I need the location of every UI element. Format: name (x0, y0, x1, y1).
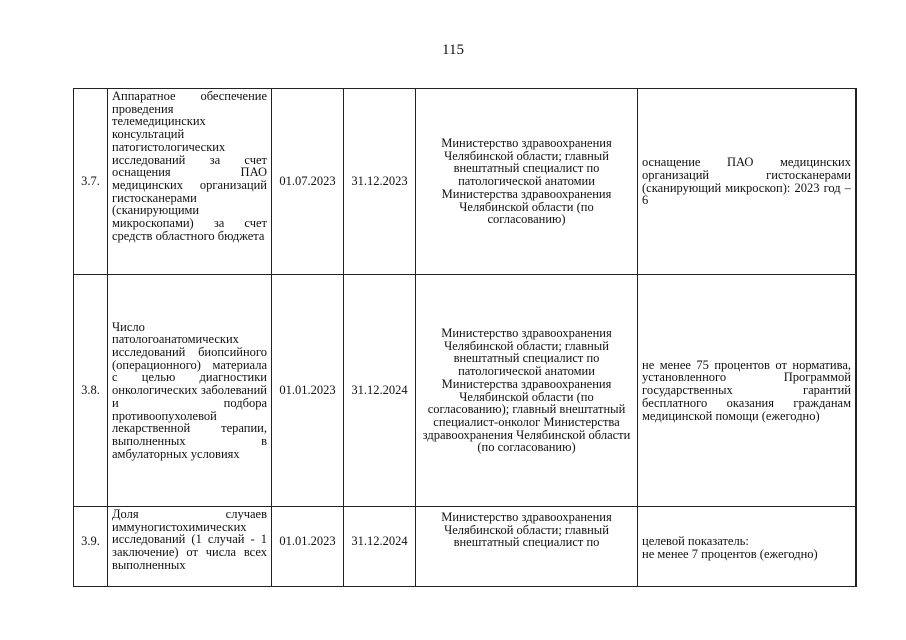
measure-type (856, 275, 857, 507)
end-date: 31.12.2024 (344, 275, 416, 507)
page-number: 115 (442, 42, 464, 58)
row-number: 3.7. (74, 89, 108, 275)
target-indicator: оснащение ПАО медицинских организаций гистосканерами (сканирующий микроскоп): 2023 год – 6 (638, 89, 856, 275)
table-row (74, 89, 857, 275)
start-date: 01.01.2023 (272, 507, 344, 587)
measure-description: Доля случаев иммуногистохимических исследований (1 случай - 1 заключение) от числа всех выполненных (108, 507, 272, 587)
start-date: 01.07.2023 (272, 89, 344, 275)
responsible-executor: Министерство здравоохранения Челябинской области; главный внештатный специалист по патологической анатомии Министерства здравоохранения Челябинской области (по согласованию) (416, 89, 638, 275)
target-indicator: не менее 75 процентов от норматива, установленного Программой государственных гарантий бесплатного оказания гражданам медицинской помощи (ежегодно) (638, 275, 856, 507)
measure-type (856, 89, 857, 275)
end-date: 31.12.2023 (344, 89, 416, 275)
responsible-executor: Министерство здравоохранения Челябинской области; главный внештатный специалист по патологической анатомии Министерства здравоохранения Челябинской области (по согласованию); главный внештатный специалист-онколог Министерства здравоохранения Челябинской области (по согласованию) (416, 275, 638, 507)
measures-table (73, 88, 857, 587)
target-value: не менее 7 процентов (ежегодно) (642, 546, 818, 561)
target-label: целевой показатель: (642, 534, 749, 548)
responsible-executor: Министерство здравоохранения Челябинской области; главный внештатный специалист по (416, 507, 638, 587)
measure-description: Число патологоанатомических исследований биопсийного (операционного) материала с целью диагностики онкологических заболеваний и подбора противоопухолевой лекарственной терапии, выполненных в амбулаторных условиях (108, 275, 272, 507)
target-indicator (638, 507, 856, 587)
end-date: 31.12.2024 (344, 507, 416, 587)
measure-description: Аппаратное обеспечение проведения телемедицинских консультаций патогистологических исследований за счет оснащения ПАО медицинских организаций гистосканерами (сканирующими микроскопами) за счет средств областного бюджета (108, 89, 272, 275)
measure-type (856, 507, 857, 587)
row-number: 3.8. (74, 275, 108, 507)
table-row (74, 275, 857, 507)
start-date: 01.01.2023 (272, 275, 344, 507)
row-number: 3.9. (74, 507, 108, 587)
table-row (74, 507, 857, 587)
